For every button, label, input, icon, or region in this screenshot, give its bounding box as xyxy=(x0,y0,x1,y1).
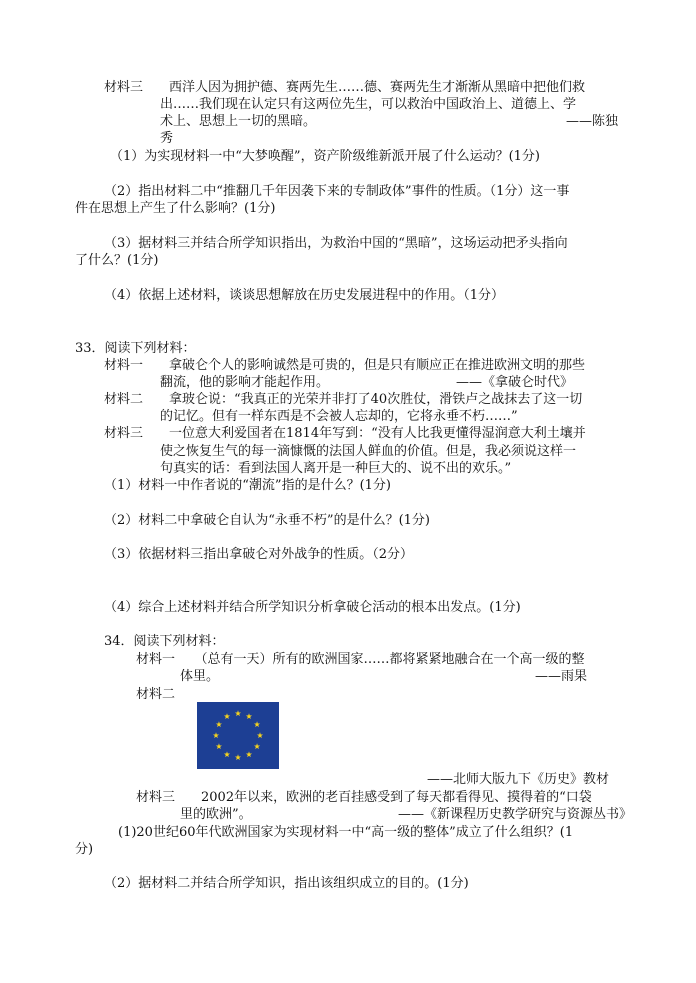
text-line: 材料三 西洋人因为拥护德、赛两先生……德、赛两先生才渐渐从黑暗中把他们救 xyxy=(104,80,586,95)
attribution: 秀 xyxy=(160,131,174,146)
question: 分) xyxy=(75,842,94,857)
question: （3）据材料三并结合所学知识指出，为救治中国的“黑暗”，这场运动把矛头指向 xyxy=(104,236,568,251)
eu-flag-icon xyxy=(197,702,279,769)
text-line: 材料三 一位意大利爱国者在1814年写到：“没有人比我更懂得湿润意大利土壤并 xyxy=(104,426,586,441)
text-line: 材料二 xyxy=(136,687,176,702)
text-line: 里的欧洲”。 xyxy=(180,807,252,822)
question: （2）据材料二并结合所学知识，指出该组织成立的目的。(1分) xyxy=(104,876,469,891)
question: （3）依据材料三指出拿破仑对外战争的性质。（2分） xyxy=(104,547,414,562)
eu-flag-graphic xyxy=(197,702,279,769)
question: （4）依据上述材料，谈谈思想解放在历史发展进程中的作用。（1分） xyxy=(104,288,505,303)
attribution: ——陈独 xyxy=(566,114,619,129)
attribution: ——北师大版九下《历史》教材 xyxy=(427,772,610,787)
text-line: 材料一 拿破仑个人的影响诚然是可贵的，但是只有顺应正在推进欧洲文明的那些 xyxy=(104,358,586,373)
question: （1）材料一中作者说的“潮流”指的是什么？(1分) xyxy=(104,478,391,493)
attribution: ——雨果 xyxy=(535,669,588,684)
attribution: ——《新课程历史教学研究与资源丛书》 xyxy=(398,807,633,822)
text-line: 的记忆。但有一样东西是不会被人忘却的，它将永垂不朽……” xyxy=(160,409,518,424)
text-line: 使之恢复生气的每一滴慷慨的法国人鲜血的价值。但是，我必须说这样一 xyxy=(160,444,577,459)
text-line: 出……我们现在认定只有这两位先生，可以救治中国政治上、道德上、学 xyxy=(160,97,577,112)
text-line: 材料三 2002年以来，欧洲的老百挂感受到了每天都看得见、摸得着的“口袋 xyxy=(136,790,592,805)
question: 了什么？(1分) xyxy=(75,253,159,268)
section-heading: 33．阅读下列材料： xyxy=(75,341,196,356)
text-line: 句真实的话：看到法国人离开是一种巨大的、说不出的欢乐。” xyxy=(160,461,512,476)
question: (1)20世纪60年代欧洲国家为实现材料一中“高一级的整体”成立了什么组织？(1 xyxy=(118,825,574,840)
text-line: 体里。 xyxy=(180,669,220,684)
question: （2）材料二中拿破仑自认为“永垂不朽”的是什么？(1分) xyxy=(104,513,430,528)
text-line: 翻流，他的影响才能起作用。 xyxy=(160,375,330,390)
attribution: ——《拿破仑时代》 xyxy=(456,375,574,390)
question: （4）综合上述材料并结合所学知识分析拿破仑活动的根本出发点。(1分) xyxy=(104,600,521,615)
section-heading: 34．阅读下列材料： xyxy=(104,634,225,649)
text-line: 材料一 （总有一天）所有的欧洲国家……都将紧紧地融合在一个高一级的整 xyxy=(136,652,585,667)
question: （1）为实现材料一中“大梦唤醒”，资产阶级维新派开展了什么运动？(1分) xyxy=(110,149,540,164)
text-line: 术上、思想上一切的黑暗。 xyxy=(160,114,317,129)
question: （2）指出材料二中“推翻几千年因袭下来的专制政体”事件的性质。（1分）这一事 xyxy=(104,184,570,199)
text-line: 材料二 拿玻仑说：“我真正的光荣并非打了40次胜仗，滑铁卢之战抹去了这一切 xyxy=(104,392,583,407)
question: 件在思想上产生了什么影响？(1分) xyxy=(75,201,276,216)
